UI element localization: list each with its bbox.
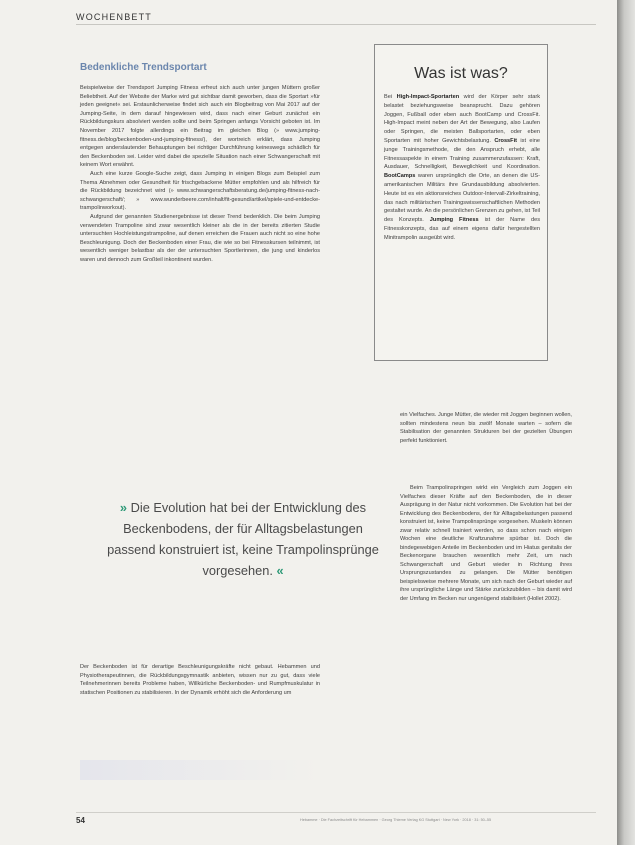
page-number: 54 [76, 816, 85, 825]
lower-paragraph: Der Beckenboden ist für derartige Beschleunigungskräfte nicht gebaut. Hebammen und Physiotherapeutinnen, die Rückbildungsgymnastik anbieten, wissen nur zu gut, dass viele Teilnehmerinnen bereits Probleme haben, Willkürliche Beckenboden- und Rumpfmuskulatur in statischen Positionen zu stabilisieren. In der Dynamik erhöht sich die Anforderung um [80, 664, 320, 696]
def-jumping-fitness: ist der Name des Fitnesskonzepts, das auf einem eigens dafür hergestellten Minitrampolin ausgeübt wird. [384, 217, 540, 241]
quote-open-mark: » [119, 500, 128, 515]
article-heading: Bedenkliche Trendsportart [80, 62, 207, 73]
paragraph-2: Auch eine kurze Google-Suche zeigt, dass Jumping in einigen Blogs zum Beispiel zum Thema Abnehmen oder Gesundheit für frischgebackene Mütter empfohlen und als hilfreich für die Rückbildung bezeichnet wird (» www.schwangerschaftsberatung.de/jumping-fitness-nach-schwangerschaft/; » www.wunderbeere.com/inhalt/fit-gesund/artikel/spiele-und-entdecke-trampolinworkout). [80, 170, 320, 212]
info-box-body [384, 93, 540, 243]
info-intro: Bei [384, 94, 397, 100]
left-column-lower [80, 663, 320, 697]
term-bootcamps: BootCamps [384, 173, 416, 180]
right-paragraph-top: ein Vielfaches. Junge Mütter, die wieder mit Joggen beginnen wollen, sollten mindestens neun bis zwölf Monate warten – sofern die Stabilisation der genannten Strukturen bei der gezielten Übungen perfekt funktioniert. [400, 412, 572, 444]
right-column-main [400, 484, 572, 603]
footer-rule [76, 812, 596, 813]
pull-quote [100, 497, 386, 581]
decorative-bar [80, 760, 320, 780]
pull-quote-text: Die Evolution hat bei der Entwicklung des Beckenbodens, der für Alltagsbelastungen passend konstruiert ist, keine Trampolinsprünge vorgesehen. [107, 500, 379, 578]
term-high-impact: High-Impact-Sportarten [396, 94, 460, 100]
quote-close-mark: « [276, 563, 284, 578]
paragraph-3: Aufgrund der genannten Studienergebnisse ist dieser Trend bedenklich. Die beim Jumping verwendeten Trampoline sind zwar wesentlich kleiner als die in der bereits zitierten Studie untersuchten Hochleistungstrampoline, auf denen erreichen die Frauen auch nicht so eine hohe Beschleunigung. Doch der Beckenboden einer Frau, die wie so bei Fitnesskursen teilnimmt, ist wesentlich weniger belastbar als der der untersuchten Sportlerinnen, die jung und kinderlos waren und dennoch zum Großteil inkontinent wurden. [80, 213, 320, 263]
paragraph-1: Beispielweise der Trendsport Jumping Fitness erfreut sich auch unter jungen Müttern großer Beliebtheit. Auf der Website der Marke wird gut sichtbar damit geworben, dass die Sportart »für jeden geeignet« sei. Erstaunlicherweise findet sich auch ein Blogbeitrag von Mai 2017 auf der Jumping-Seite, in dem darauf hingewiesen wird, dass nach einer Geburt zunächst ein Rückbildungskurs absolviert werden sollte und beim Springen anfangs Vorsicht geboten ist. Im November 2017 folgte allerdings ein Beitrag im gleichen Blog (» www.jumping-fitness.de/blog/beckenboden-und-jumping-fitness/), der wortreich erklärt, dass Jumping entgegen anderslautender Behauptungen bei richtiger Durchführung keineswegs schädlich für den Beckenboden sei. Leider wird dabei die spezielle Situation nach einer Schwangerschaft mit keinem Wort erwähnt. [80, 85, 320, 169]
left-column [80, 62, 320, 264]
def-bootcamps: waren ursprünglich die Orte, an denen die US-amerikanischen Militärs ihre Grundausbildung absolvierten. Heute ist es ein aktionsreiches Outdoor-Intervall-Zirkeltraining, das nach militärischen Trainingswissenschaftlichen Methoden gestaltet wurde. An die persönlichen Grenzen zu gehen, ist Teil des Konzepts. [384, 173, 540, 224]
term-jumping-fitness: Jumping Fitness [429, 217, 479, 224]
footer-citation: Hebamme · Die Fachzeitschrift für Hebammen · Georg Thieme Verlag KG Stuttgart · New York · 2018 · 31: 50–55 [300, 818, 492, 822]
header-rule [76, 24, 596, 25]
right-paragraph-main: Beim Trampolinspringen wirkt ein Vergleich zum Joggen ein Vielfaches dieser Kräfte auf den Beckenboden, die in dieser Ausprägung in der Natur nicht vorkommen. Die Evolution hat bei der Entwicklung des Beckenbodens, der für Alltagsbelastungen passend konstruiert ist, keine Trampolinsprünge vorgesehen. Muskeln können zwar relativ schnell trainiert werden, so dass schon nach einigen Wochen eine deutliche Kraftzunahme spürbar ist. Doch die bindegewebigen Anteile im Beckenboden und im Hiatus genitalis der Beckenorgane brauchen wesentlich mehr Zeit, um nach Schwangerschaft und Geburt wieder in Richtung ihres Ursprungszustandes zu gelangen. Die Mütter benötigen beispielsweise mehrere Monate, um sich nach der Geburt wieder auf ihre ursprüngliche Länge und Stärke zurückzubilden – bis damit wird der Umfang im Becken nur ungenügend stabilisiert (Hollet 2002). [400, 485, 572, 602]
info-box-title: Was ist was? [414, 65, 508, 82]
section-label: WOCHENBETT [76, 12, 152, 22]
info-box [374, 44, 548, 361]
page-binding-shadow [617, 0, 635, 845]
right-column-top [400, 411, 572, 445]
def-crossfit: ist eine junge Trainingsmethode, die den Anspruch erhebt, alle Fitnessaspekte in einem Training zusammenzufassen: Kraft, Ausdauer, Schnelligkeit, Beweglichkeit und Koordination. [384, 137, 540, 171]
term-crossfit: CrossFit [494, 137, 518, 144]
def-high-impact: wird der Körper sehr stark belastet beziehungsweise beansprucht. Dazu gehören Joggen, Fußball oder eben auch BootCamp und CrossFit. High-Impact meint neben der Art der Bewegung, also Laufen oder Springen, die meisten Ballsportarten, oder eben Sportarten mit hoher Gewichtsbelastung. [384, 94, 541, 144]
